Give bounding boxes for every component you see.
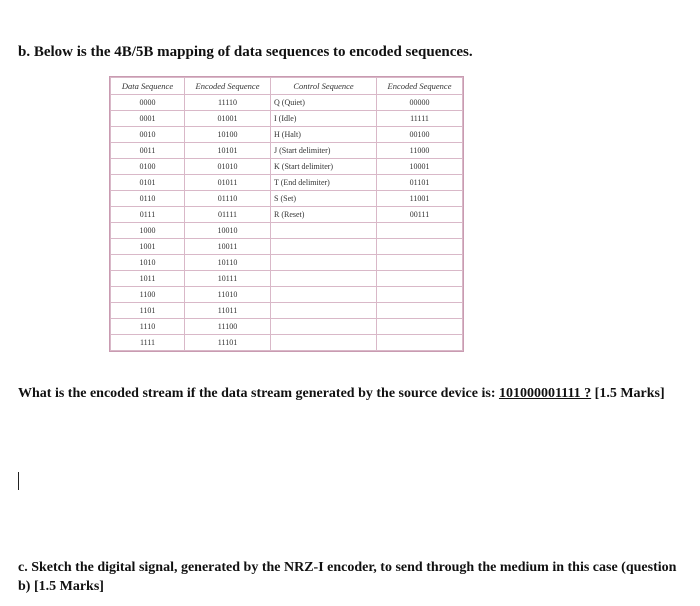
- control-sequence-cell: [271, 223, 377, 239]
- table-row: [111, 191, 463, 207]
- data-sequence-cell: 0111: [111, 207, 185, 223]
- data-sequence-cell: 1001: [111, 239, 185, 255]
- control-encoded-cell: [377, 319, 463, 335]
- header-data-sequence: Data Sequence: [111, 78, 185, 95]
- data-sequence-cell: 1101: [111, 303, 185, 319]
- table-row: [111, 127, 463, 143]
- control-sequence-cell: J (Start delimiter): [271, 143, 377, 159]
- encoded-sequence-cell: 10011: [185, 239, 271, 255]
- encoded-sequence-cell: 01111: [185, 207, 271, 223]
- control-encoded-cell: 10001: [377, 159, 463, 175]
- control-sequence-cell: [271, 319, 377, 335]
- control-encoded-cell: [377, 271, 463, 287]
- data-sequence-cell: 0100: [111, 159, 185, 175]
- data-sequence-cell: 1000: [111, 223, 185, 239]
- encoded-sequence-cell: 11010: [185, 287, 271, 303]
- table-row: [111, 111, 463, 127]
- encoded-sequence-cell: 01001: [185, 111, 271, 127]
- encoded-sequence-cell: 11011: [185, 303, 271, 319]
- encoded-sequence-cell: 10101: [185, 143, 271, 159]
- table-row: [111, 159, 463, 175]
- question-b-text: [18, 386, 665, 402]
- control-encoded-cell: 11000: [377, 143, 463, 159]
- control-encoded-cell: [377, 303, 463, 319]
- question-prefix: What is the encoded stream if the data stream generated by the source device is:: [18, 386, 499, 401]
- header-encoded-sequence: Encoded Sequence: [185, 78, 271, 95]
- control-sequence-cell: Q (Quiet): [271, 95, 377, 111]
- table-row: [111, 335, 463, 351]
- encoded-sequence-cell: 11101: [185, 335, 271, 351]
- control-sequence-cell: I (Idle): [271, 111, 377, 127]
- data-sequence-cell: 1010: [111, 255, 185, 271]
- control-sequence-cell: [271, 239, 377, 255]
- encoded-sequence-cell: 11100: [185, 319, 271, 335]
- control-encoded-cell: 11111: [377, 111, 463, 127]
- table-body: [111, 95, 463, 351]
- data-sequence-cell: 0110: [111, 191, 185, 207]
- table-row: [111, 303, 463, 319]
- control-sequence-cell: S (Set): [271, 191, 377, 207]
- encoded-sequence-cell: 10110: [185, 255, 271, 271]
- control-sequence-cell: [271, 287, 377, 303]
- table-row: [111, 95, 463, 111]
- table-row: [111, 271, 463, 287]
- control-encoded-cell: [377, 287, 463, 303]
- table-row: [111, 287, 463, 303]
- encoded-sequence-cell: 01110: [185, 191, 271, 207]
- control-sequence-cell: K (Start delimiter): [271, 159, 377, 175]
- encoded-sequence-cell: 10100: [185, 127, 271, 143]
- control-encoded-cell: [377, 239, 463, 255]
- data-sequence-cell: 1110: [111, 319, 185, 335]
- control-sequence-cell: [271, 303, 377, 319]
- table-row: [111, 239, 463, 255]
- data-sequence-cell: 0000: [111, 95, 185, 111]
- data-sequence-cell: 0010: [111, 127, 185, 143]
- control-sequence-cell: [271, 255, 377, 271]
- header-control-encoded-sequence: Encoded Sequence: [377, 78, 463, 95]
- control-sequence-cell: [271, 335, 377, 351]
- control-encoded-cell: 00000: [377, 95, 463, 111]
- control-encoded-cell: [377, 223, 463, 239]
- control-encoded-cell: [377, 335, 463, 351]
- table-row: [111, 223, 463, 239]
- question-c-heading: c. Sketch the digital signal, generated by the NRZ-I encoder, to send through the medium in this case (question b) [1.5 Marks]: [18, 560, 677, 594]
- control-sequence-cell: [271, 271, 377, 287]
- mapping-table-container: [110, 77, 462, 351]
- text-cursor[interactable]: [18, 472, 19, 490]
- table-row: [111, 143, 463, 159]
- header-control-sequence: Control Sequence: [271, 78, 377, 95]
- control-encoded-cell: 00100: [377, 127, 463, 143]
- encoded-sequence-cell: 10111: [185, 271, 271, 287]
- encoded-sequence-cell: 01011: [185, 175, 271, 191]
- data-sequence-cell: 0011: [111, 143, 185, 159]
- table-row: [111, 255, 463, 271]
- table-row: [111, 175, 463, 191]
- control-encoded-cell: 11001: [377, 191, 463, 207]
- data-sequence-cell: 0101: [111, 175, 185, 191]
- encoded-sequence-cell: 01010: [185, 159, 271, 175]
- data-sequence-cell: 1011: [111, 271, 185, 287]
- data-sequence-cell: 1100: [111, 287, 185, 303]
- data-sequence-cell: 0001: [111, 111, 185, 127]
- control-encoded-cell: [377, 255, 463, 271]
- control-sequence-cell: H (Halt): [271, 127, 377, 143]
- data-stream: 101000001111 ?: [498, 386, 592, 401]
- question-b-heading: b. Below is the 4B/5B mapping of data sequences to encoded sequences.: [18, 44, 473, 60]
- data-sequence-cell: 1111: [111, 335, 185, 351]
- control-sequence-cell: T (End delimiter): [271, 175, 377, 191]
- table-row: [111, 319, 463, 335]
- control-sequence-cell: R (Reset): [271, 207, 377, 223]
- table-header-row: [111, 78, 463, 95]
- control-encoded-cell: 01101: [377, 175, 463, 191]
- mapping-table: [110, 77, 463, 351]
- encoded-sequence-cell: 10010: [185, 223, 271, 239]
- question-marks: [1.5 Marks]: [591, 386, 665, 401]
- control-encoded-cell: 00111: [377, 207, 463, 223]
- encoded-sequence-cell: 11110: [185, 95, 271, 111]
- table-row: [111, 207, 463, 223]
